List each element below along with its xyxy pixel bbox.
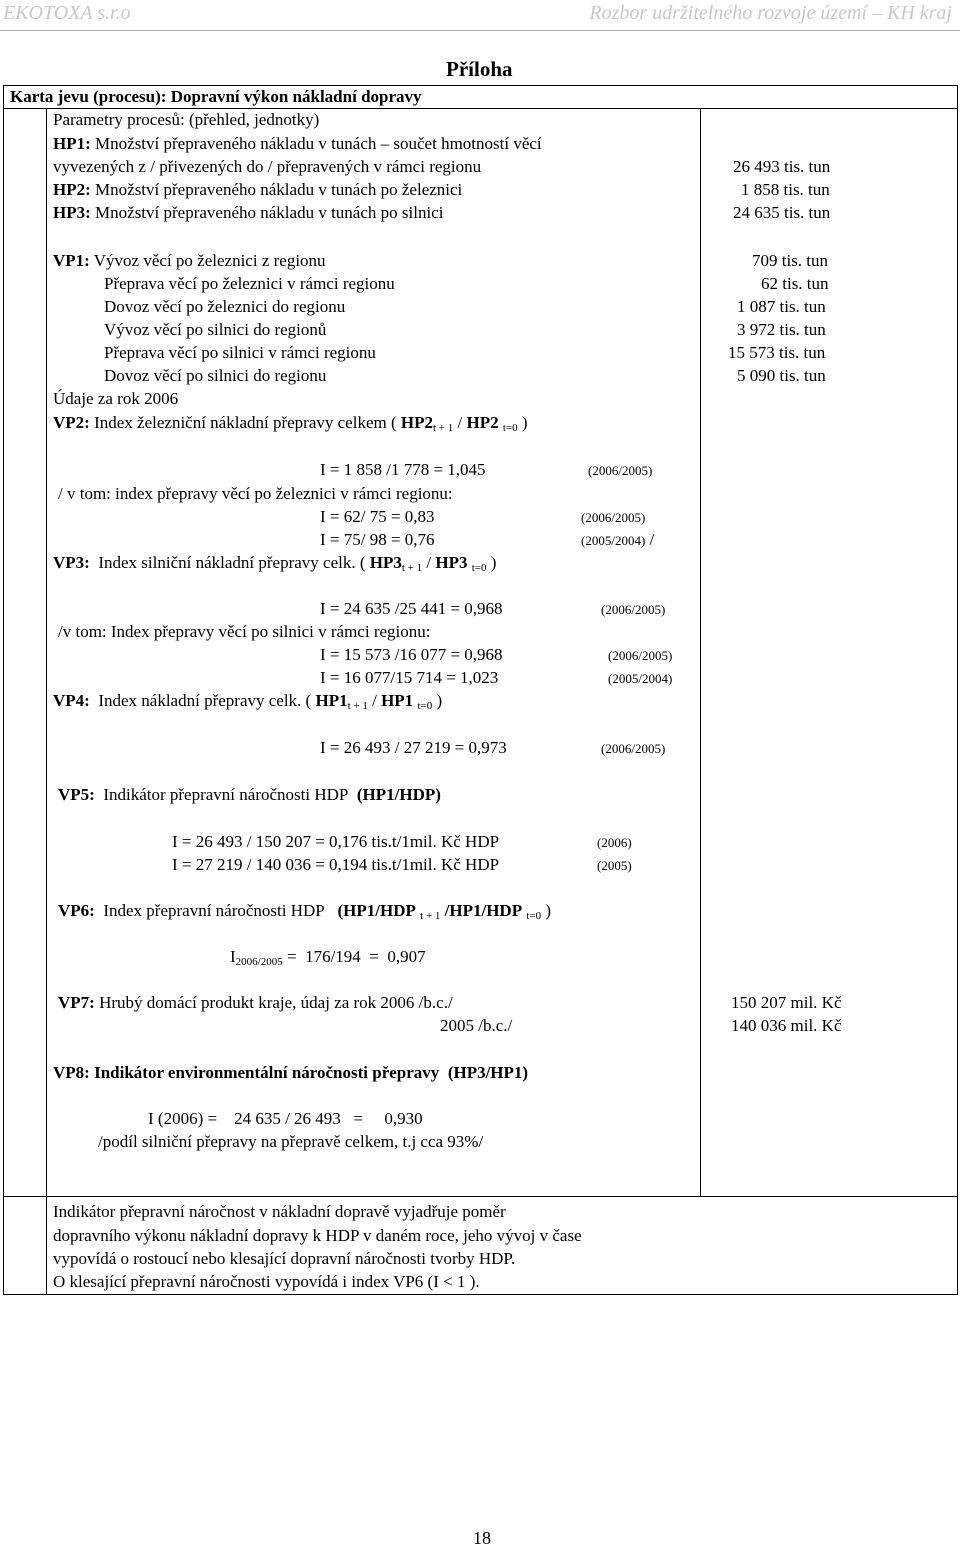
vp4-text: Index nákladní přepravy celk. ( <box>98 691 312 710</box>
vp1-row-0 <box>53 251 326 271</box>
header-document-title: Rozbor udržitelného rozvoje území – KH kraj <box>589 2 952 24</box>
vp4-code: VP4: <box>53 691 90 710</box>
vp6-calc <box>230 947 426 967</box>
hp3-text: Množství přepraveného nákladu v tunách po silnici <box>95 203 444 222</box>
vp6-formula-close: ) <box>545 901 552 920</box>
vp4-formula-den: HP1 <box>381 691 414 710</box>
vp6-formula-den: /HP1/HDP <box>444 901 523 920</box>
vp8-formula: (HP3/HP1) <box>447 1063 529 1082</box>
vp6-calc-i: I <box>230 947 236 966</box>
vp3-period-2: (2006/2005) <box>608 648 673 663</box>
vp3-period-1: (2006/2005) <box>601 602 666 617</box>
vp1-value-2: 1 087 tis. tun <box>737 297 826 316</box>
vp6-sub-den: t=0 <box>526 910 542 922</box>
vp2-period-3-row <box>581 530 654 551</box>
vp2-calc-3: I = 75/ 98 = 0,76 <box>320 530 435 549</box>
vp3-formula-close: ) <box>490 553 497 572</box>
hp3-row <box>53 203 443 223</box>
vp7-text-2: 2005 /b.c./ <box>440 1016 513 1035</box>
vp2-calc-1: I = 1 858 /1 778 = 1,045 <box>320 460 486 479</box>
vp2-heading <box>53 413 528 433</box>
vp5-code: VP5: <box>58 785 95 804</box>
vp3-formula-num: HP3 <box>369 553 402 572</box>
vp4-sub-num: t + 1 <box>347 700 368 712</box>
vp3-sub-den: t=0 <box>471 562 487 574</box>
vp2-formula-close: ) <box>521 413 528 432</box>
vp3-heading <box>53 553 496 573</box>
vp5-heading <box>58 785 441 805</box>
hp1-value: 26 493 tis. tun <box>733 157 831 176</box>
vp4-formula-sep: / <box>372 691 377 710</box>
vp7-value-2: 140 036 mil. Kč <box>731 1016 842 1035</box>
footer-line-2: vypovídá o rostoucí nebo klesající dopravní náročnosti tvorby HDP. <box>53 1249 516 1268</box>
table-row-divider <box>3 108 958 109</box>
page-number: 18 <box>473 1528 491 1548</box>
vp3-sub-title: /v tom: Index přepravy věcí po silnici v rámci regionu: <box>58 622 431 641</box>
vp3-calc-1: I = 24 635 /25 441 = 0,968 <box>320 599 503 618</box>
vp5-formula: (HP1/HDP) <box>356 785 441 804</box>
vp3-formula-sep: / <box>426 553 432 572</box>
vp2-formula-num: HP2 <box>400 413 433 432</box>
vp2-formula-sep: / <box>457 413 463 432</box>
hp2-code: HP2: <box>53 180 91 199</box>
hp1-line1 <box>53 134 542 154</box>
header-divider <box>0 30 960 31</box>
vp5-period-1: (2006) <box>597 835 632 850</box>
vp8-heading <box>53 1063 528 1083</box>
vp1-label-1: Přeprava věcí po železnici v rámci regionu <box>104 274 395 293</box>
vp2-period-2: (2006/2005) <box>581 510 646 525</box>
vp4-sub-den: t=0 <box>417 700 433 712</box>
vp3-sub-num: t + 1 <box>401 562 423 574</box>
vp1-value-1: 62 tis. tun <box>761 274 829 293</box>
vp1-code: VP1: <box>53 251 90 270</box>
vp2-period-3: (2005/2004) <box>581 533 646 548</box>
vp6-code: VP6: <box>58 901 95 920</box>
vp2-calc-2: I = 62/ 75 = 0,83 <box>320 507 435 526</box>
vp7-value-1: 150 207 mil. Kč <box>731 993 842 1012</box>
footer-line-0: Indikátor přepravní náročnost v nákladní dopravě vyjadřuje poměr <box>53 1202 506 1221</box>
vp1-value-0: 709 tis. tun <box>752 251 829 270</box>
footer-line-1: dopravního výkonu nákladní dopravy k HDP v daném roce, jeho vývoj v čase <box>53 1226 582 1245</box>
vp7-text: Hrubý domácí produkt kraje, údaj za rok 2006 /b.c./ <box>99 993 453 1012</box>
vp1-note: Údaje za rok 2006 <box>53 389 179 408</box>
hp3-value: 24 635 tis. tun <box>733 203 831 222</box>
vp2-closing-slash: / <box>649 530 655 549</box>
vp8-text: Indikátor environmentální náročnosti přepravy <box>94 1063 440 1082</box>
vp2-period-1: (2006/2005) <box>588 463 653 478</box>
vp8-code: VP8: <box>53 1063 90 1082</box>
header-company: EKOTOXA s.r.o <box>3 2 131 24</box>
vp3-calc-3: I = 16 077/15 714 = 1,023 <box>320 668 499 687</box>
table-footer-divider <box>3 1196 958 1197</box>
hp2-row <box>53 180 462 200</box>
vp5-period-2: (2005) <box>597 858 632 873</box>
footer-line-3: O klesající přepravní náročnosti vypovídá i index VP6 (I < 1 ). <box>53 1272 480 1291</box>
page-title: Příloha <box>446 57 513 81</box>
vp5-calc-1: I = 26 493 / 150 207 = 0,176 tis.t/1mil. Kč HDP <box>172 832 500 851</box>
vp6-heading <box>58 901 551 921</box>
vp2-text: Index železniční nákladní přepravy celkem ( <box>94 413 397 432</box>
vp4-period-1: (2006/2005) <box>601 741 666 756</box>
hp1-line2: vyvezených z / přivezených do / přepravených v rámci regionu <box>53 157 482 176</box>
vp1-label-4: Přeprava věcí po silnici v rámci regionu <box>104 343 376 362</box>
vp3-code: VP3: <box>53 553 90 572</box>
vp6-calc-sub: 2006/2005 <box>235 956 283 968</box>
hp1-text: Množství přepraveného nákladu v tunách – součet hmotností věcí <box>95 134 542 153</box>
vp6-text: Index přepravní náročnosti HDP <box>103 901 325 920</box>
vp6-formula-num: (HP1/HDP <box>337 901 416 920</box>
vp5-text: Indikátor přepravní náročnosti HDP <box>103 785 349 804</box>
vp1-label-0: Vývoz věcí po železnici z regionu <box>93 251 326 270</box>
vp7-code: VP7: <box>58 993 95 1012</box>
card-label-row <box>10 87 422 107</box>
hp1-code: HP1: <box>53 134 91 153</box>
hp2-text: Množství přepraveného nákladu v tunách po železnici <box>95 180 463 199</box>
params-heading: Parametry procesů: (přehled, jednotky) <box>53 110 320 129</box>
vp2-sub-den: t=0 <box>502 422 518 434</box>
vp2-sub-title: / v tom: index přepravy věcí po železnici v rámci regionu: <box>58 484 453 503</box>
vp1-label-5: Dovoz věcí po silnici do regionu <box>104 366 327 385</box>
vp3-period-3: (2005/2004) <box>608 671 673 686</box>
vp6-sub-num: t + 1 <box>420 910 441 922</box>
vp2-formula-den: HP2 <box>466 413 499 432</box>
vp5-calc-2: I = 27 219 / 140 036 = 0,194 tis.t/1mil. Kč HDP <box>172 855 500 874</box>
vp3-text: Index silniční nákladní přepravy celk. ( <box>98 553 366 572</box>
vp1-label-3: Vývoz věcí po silnici do regionů <box>104 320 327 339</box>
table-left-column-divider <box>46 108 47 1294</box>
vp1-value-4: 15 573 tis. tun <box>728 343 826 362</box>
hp3-code: HP3: <box>53 203 91 222</box>
table-value-column-divider <box>700 108 701 1196</box>
vp8-calc-1: I (2006) = 24 635 / 26 493 = 0,930 <box>148 1109 423 1128</box>
vp2-code: VP2: <box>53 413 90 432</box>
vp6-calc-rest: = 176/194 = 0,907 <box>282 947 426 966</box>
vp2-sub-num: t + 1 <box>432 422 454 434</box>
vp4-formula-num: HP1 <box>315 691 348 710</box>
vp4-calc-1: I = 26 493 / 27 219 = 0,973 <box>320 738 507 757</box>
card-label: Karta jevu (procesu): <box>10 87 167 106</box>
vp4-formula-close: ) <box>436 691 443 710</box>
vp8-note: /podíl silniční přepravy na přepravě celkem, t.j cca 93%/ <box>98 1132 484 1151</box>
card-name: Dopravní výkon nákladní dopravy <box>170 87 422 106</box>
vp1-value-5: 5 090 tis. tun <box>737 366 826 385</box>
vp1-label-2: Dovoz věcí po železnici do regionu <box>104 297 346 316</box>
vp1-value-3: 3 972 tis. tun <box>737 320 826 339</box>
vp3-formula-den: HP3 <box>435 553 468 572</box>
vp4-heading <box>53 691 442 711</box>
vp3-calc-2: I = 15 573 /16 077 = 0,968 <box>320 645 503 664</box>
hp2-value: 1 858 tis. tun <box>741 180 830 199</box>
vp7-heading <box>58 993 453 1013</box>
